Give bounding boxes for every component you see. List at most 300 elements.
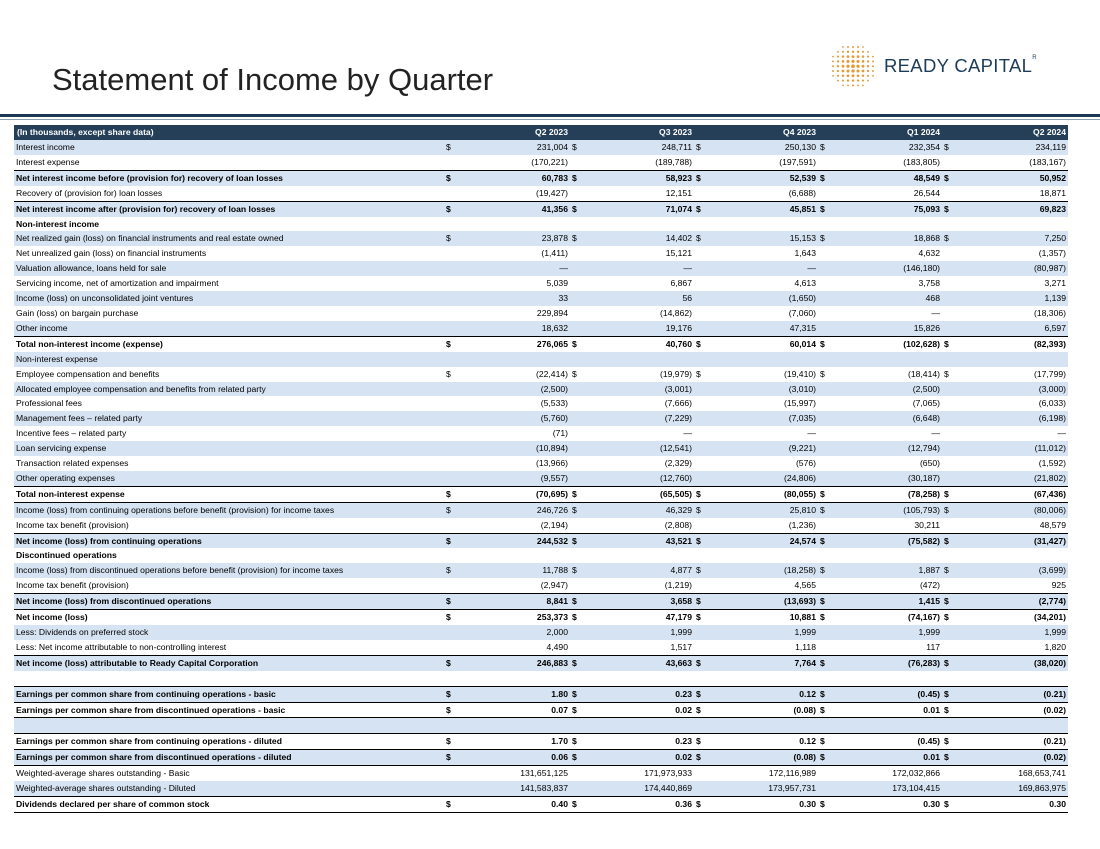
currency-symbol <box>942 155 956 170</box>
cell-value: (74,167) <box>832 610 942 625</box>
currency-symbol <box>818 471 832 486</box>
row-label: Gain (loss) on bargain purchase <box>16 307 139 318</box>
row-label: Professional fees <box>16 398 82 409</box>
cell-value <box>956 718 1068 734</box>
currency-symbol: $ <box>570 170 584 185</box>
logo-dot <box>842 46 844 48</box>
table-row <box>14 155 1068 170</box>
currency-symbol <box>444 640 458 655</box>
cell-value: (82,393) <box>956 336 1068 351</box>
cell-value: 6,867 <box>670 278 692 289</box>
currency-symbol <box>694 518 708 533</box>
currency-symbol <box>570 578 584 593</box>
currency-symbol <box>570 548 584 563</box>
currency-symbol <box>444 718 458 734</box>
cell-value: (13,966) <box>535 458 568 469</box>
currency-symbol <box>444 411 458 426</box>
currency-symbol: $ <box>570 750 584 766</box>
logo-dot <box>837 51 839 53</box>
currency-symbol <box>818 441 832 456</box>
cell-value: (3,010) <box>708 382 818 397</box>
table-row <box>14 671 1068 686</box>
currency-symbol <box>694 471 708 486</box>
currency-symbol <box>694 306 708 321</box>
currency-symbol <box>942 246 956 261</box>
cell-value: (24,806) <box>708 471 818 486</box>
table-row <box>14 456 1068 471</box>
currency-symbol <box>570 291 584 306</box>
currency-symbol: $ <box>570 502 584 517</box>
currency-symbol: $ <box>942 594 956 610</box>
logo-dot <box>851 69 854 72</box>
cell-value: 23,878 <box>458 231 570 246</box>
currency-symbol <box>570 155 584 170</box>
currency-symbol <box>570 781 584 796</box>
currency-symbol <box>694 382 708 397</box>
row-label: Interest expense <box>16 156 80 167</box>
currency-symbol <box>694 396 708 411</box>
logo-dot <box>847 74 850 77</box>
cell-value: (105,793) <box>832 502 942 517</box>
cell-value: 171,973,933 <box>584 766 694 781</box>
cell-value: 26,544 <box>913 187 940 198</box>
cell-value <box>458 217 570 232</box>
cell-value: 232,354 <box>832 140 942 155</box>
cell-value: 15,121 <box>665 248 692 259</box>
row-label: Other operating expenses <box>14 471 444 486</box>
cell-value: 8,841 <box>458 594 570 610</box>
cell-value: 52,539 <box>708 170 818 185</box>
cell-value: 0.12 <box>708 734 818 750</box>
currency-symbol <box>570 456 584 471</box>
currency-symbol <box>942 548 956 563</box>
cell-value: 71,074 <box>584 201 694 216</box>
currency-symbol <box>818 155 832 170</box>
logo-dot <box>872 65 874 67</box>
currency-symbol: $ <box>942 750 956 766</box>
logo-dot <box>847 51 849 53</box>
cell-value: 7,250 <box>956 231 1068 246</box>
row-label: Income (loss) from continuing operations before benefit (provision) for income taxes <box>14 502 444 517</box>
cell-value: (650) <box>919 458 940 469</box>
cell-value: (19,979) <box>659 368 692 379</box>
cell-value: 173,104,415 <box>832 781 942 796</box>
logo-dot <box>867 80 869 82</box>
cell-value: (21,802) <box>956 471 1068 486</box>
logo-dot <box>842 60 845 63</box>
currency-symbol: $ <box>444 563 458 578</box>
cell-value: — <box>807 428 816 439</box>
currency-symbol: $ <box>694 702 708 718</box>
cell-value: 47,315 <box>708 321 818 336</box>
cell-value: (1,236) <box>788 519 816 530</box>
currency-symbol <box>942 471 956 486</box>
cell-value: (197,591) <box>779 156 816 167</box>
currency-symbol <box>694 246 708 261</box>
currency-symbol: $ <box>942 336 956 351</box>
cell-value: 248,711 <box>584 140 694 155</box>
row-label: Incentive fees – related party <box>16 428 127 439</box>
currency-symbol: $ <box>818 750 832 766</box>
currency-symbol: $ <box>942 610 956 625</box>
cell-value: 1,999 <box>956 625 1068 640</box>
currency-symbol <box>694 766 708 781</box>
cell-value: (2,329) <box>664 458 692 469</box>
currency-symbol: $ <box>818 796 832 812</box>
dot-grid-logo-icon <box>830 44 876 88</box>
currency-symbol <box>942 321 956 336</box>
logo-dot <box>857 84 859 86</box>
cell-value: 1,139 <box>956 291 1068 306</box>
currency-symbol: $ <box>444 750 458 766</box>
cell-value: 0.02 <box>584 750 694 766</box>
currency-symbol: $ <box>570 486 584 502</box>
currency-symbol <box>942 382 956 397</box>
cell-value: (11,012) <box>956 441 1068 456</box>
currency-symbol: $ <box>444 610 458 625</box>
cell-value: (18,414) <box>907 368 940 379</box>
cell-value <box>708 548 818 563</box>
cell-value: (0.21) <box>956 686 1068 702</box>
cell-value: (0.21) <box>956 734 1068 750</box>
cell-value: 231,004 <box>458 140 570 155</box>
cell-value: (576) <box>795 458 816 469</box>
currency-symbol <box>570 217 584 232</box>
currency-symbol <box>444 155 458 170</box>
cell-value: (19,427) <box>535 187 568 198</box>
cell-value: 1,999 <box>584 625 694 640</box>
currency-symbol <box>818 396 832 411</box>
cell-value: 0.12 <box>708 686 818 702</box>
logo-dot <box>872 75 874 77</box>
cell-value: (76,283) <box>832 655 942 670</box>
cell-value: 56 <box>584 291 694 306</box>
cell-value <box>832 548 942 563</box>
currency-symbol: $ <box>694 594 708 610</box>
currency-symbol <box>444 396 458 411</box>
cell-value: 25,810 <box>708 502 818 517</box>
cell-value: 48,549 <box>832 170 942 185</box>
currency-symbol <box>444 382 458 397</box>
currency-symbol <box>444 625 458 640</box>
cell-value: 1,118 <box>795 641 816 652</box>
currency-symbol <box>942 291 956 306</box>
currency-symbol <box>818 426 832 441</box>
logo-dot <box>847 55 850 58</box>
currency-symbol <box>444 781 458 796</box>
currency-symbol: $ <box>942 201 956 216</box>
cell-value: 5,039 <box>546 278 568 289</box>
cell-value: 0.23 <box>584 734 694 750</box>
cell-value: (5,760) <box>458 411 570 426</box>
cell-value <box>584 671 694 686</box>
currency-symbol: $ <box>570 796 584 812</box>
row-label: Earnings per common share from discontinued operations - basic <box>14 702 444 718</box>
currency-symbol <box>818 625 832 640</box>
table-row <box>14 502 1068 517</box>
table-row <box>14 625 1068 640</box>
table-row <box>14 140 1068 155</box>
currency-symbol: $ <box>444 702 458 718</box>
currency-symbol: $ <box>942 796 956 812</box>
currency-symbol <box>444 426 458 441</box>
currency-symbol <box>818 246 832 261</box>
cell-value: (34,201) <box>956 610 1068 625</box>
cell-value: 0.01 <box>832 750 942 766</box>
row-label <box>14 718 444 734</box>
cell-value: (0.08) <box>708 702 818 718</box>
currency-symbol <box>942 781 956 796</box>
table-row <box>14 594 1068 610</box>
cell-value: 14,402 <box>584 231 694 246</box>
cell-value: (170,221) <box>531 156 568 167</box>
table-row <box>14 382 1068 397</box>
currency-symbol <box>818 411 832 426</box>
currency-symbol: $ <box>694 734 708 750</box>
cell-value: 2,000 <box>458 625 570 640</box>
cell-value: (18,258) <box>708 563 818 578</box>
row-label: Total non-interest expense <box>14 486 444 502</box>
cell-value: 50,952 <box>956 170 1068 185</box>
cell-value: (17,799) <box>1033 368 1066 379</box>
row-label: Earnings per common share from continuing operations - basic <box>14 686 444 702</box>
row-label: Total non-interest income (expense) <box>14 336 444 351</box>
currency-symbol <box>942 426 956 441</box>
currency-symbol: $ <box>942 563 956 578</box>
cell-value: (78,258) <box>832 486 942 502</box>
logo-dot <box>837 56 839 58</box>
table-row <box>14 471 1068 486</box>
table-row <box>14 766 1068 781</box>
currency-symbol <box>942 671 956 686</box>
currency-symbol: $ <box>696 368 701 379</box>
currency-symbol <box>694 718 708 734</box>
currency-symbol <box>694 217 708 232</box>
cell-value: (0.02) <box>956 702 1068 718</box>
row-label: Income tax benefit (provision) <box>16 580 129 591</box>
logo-text: READY $CAPITAL^R$ <box>884 55 1037 76</box>
cell-value: 234,119 <box>956 140 1068 155</box>
cell-value: 172,032,866 <box>832 766 942 781</box>
logo-dot <box>832 56 834 58</box>
cell-value: 40,760 <box>584 336 694 351</box>
currency-symbol <box>444 352 458 367</box>
cell-value: (2,194) <box>540 519 568 530</box>
logo-dot <box>837 75 839 77</box>
cell-value: 0.01 <box>832 702 942 718</box>
logo-dot <box>852 74 855 77</box>
currency-symbol: $ <box>694 533 708 548</box>
currency-symbol <box>942 186 956 201</box>
cell-value: (9,221) <box>708 441 818 456</box>
logo-dot <box>862 46 864 48</box>
currency-symbol <box>942 456 956 471</box>
logo-dot <box>857 79 859 81</box>
currency-symbol <box>818 321 832 336</box>
currency-symbol: $ <box>694 140 708 155</box>
currency-symbol: $ <box>818 610 832 625</box>
currency-symbol: $ <box>942 170 956 185</box>
currency-symbol: $ <box>818 336 832 351</box>
cell-value: 47,179 <box>584 610 694 625</box>
currency-symbol: $ <box>818 486 832 502</box>
currency-symbol <box>444 766 458 781</box>
row-label: Income (loss) on unconsolidated joint ventures <box>14 291 444 306</box>
currency-symbol <box>942 217 956 232</box>
cell-value: 246,726 <box>458 502 570 517</box>
cell-value: (12,794) <box>832 441 942 456</box>
currency-symbol <box>444 276 458 291</box>
currency-symbol <box>942 276 956 291</box>
logo-dot <box>857 51 859 53</box>
table-row <box>14 718 1068 734</box>
table-row <box>14 170 1068 185</box>
row-label: Net interest income after (provision for) recovery of loan losses <box>14 201 444 216</box>
table-row <box>14 441 1068 456</box>
currency-symbol: $ <box>444 734 458 750</box>
cell-value: (3,699) <box>956 563 1068 578</box>
currency-symbol <box>694 321 708 336</box>
cell-value: (3,001) <box>584 382 694 397</box>
cell-value: 48,579 <box>1039 519 1066 530</box>
currency-symbol <box>444 217 458 232</box>
currency-symbol: $ <box>570 140 584 155</box>
currency-symbol <box>818 306 832 321</box>
currency-symbol: $ <box>942 533 956 548</box>
logo-dot <box>852 55 855 58</box>
currency-symbol <box>694 352 708 367</box>
currency-symbol: $ <box>570 336 584 351</box>
cell-value <box>584 217 694 232</box>
cell-value: 0.06 <box>458 750 570 766</box>
currency-symbol <box>818 217 832 232</box>
row-label: Valuation allowance, loans held for sale <box>14 261 444 276</box>
currency-symbol <box>444 518 458 533</box>
cell-value: 10,881 <box>708 610 818 625</box>
currency-symbol <box>942 261 956 276</box>
cell-value: 141,583,837 <box>458 781 570 796</box>
currency-symbol <box>444 186 458 201</box>
cell-value: 172,116,989 <box>708 766 818 781</box>
logo-dot <box>867 70 869 72</box>
currency-symbol: $ <box>444 231 458 246</box>
cell-value: (19,410) <box>783 368 816 379</box>
logo-dot <box>862 70 865 73</box>
cell-value: (0.45) <box>832 734 942 750</box>
currency-symbol: $ <box>942 231 956 246</box>
logo-dot <box>857 74 860 77</box>
table-row <box>14 578 1068 593</box>
table-row <box>14 781 1068 796</box>
registered-mark: R <box>1032 55 1037 61</box>
currency-symbol: $ <box>942 502 956 517</box>
cell-value: — <box>931 307 940 318</box>
cell-value: (6,198) <box>956 411 1068 426</box>
cell-value: 15,153 <box>708 231 818 246</box>
cell-value: 1,415 <box>832 594 942 610</box>
table-row <box>14 186 1068 201</box>
cell-value: 12,151 <box>665 187 692 198</box>
table-row <box>14 686 1068 702</box>
currency-symbol <box>570 671 584 686</box>
cell-value: 6,597 <box>956 321 1068 336</box>
cell-value: 0.40 <box>458 796 570 812</box>
cell-value: 60,014 <box>708 336 818 351</box>
cell-value <box>458 548 570 563</box>
cell-value: (472) <box>919 580 940 591</box>
currency-symbol: $ <box>942 655 956 670</box>
table-row <box>14 276 1068 291</box>
table-row <box>14 396 1068 411</box>
table-row <box>14 261 1068 276</box>
logo-dot <box>862 51 864 53</box>
cell-value: 276,065 <box>458 336 570 351</box>
cell-value <box>458 352 570 367</box>
cell-value: 45,851 <box>708 201 818 216</box>
cell-value <box>832 217 942 232</box>
cell-value: (71) <box>552 428 568 439</box>
currency-symbol <box>444 456 458 471</box>
table-row <box>14 750 1068 766</box>
table-row <box>14 563 1068 578</box>
table-row <box>14 321 1068 336</box>
cell-value: 18,868 <box>832 231 942 246</box>
cell-value: (102,628) <box>832 336 942 351</box>
cell-value: (7,065) <box>912 398 940 409</box>
cell-value: (2,500) <box>832 382 942 397</box>
currency-symbol <box>570 186 584 201</box>
cell-value: (1,219) <box>664 580 692 591</box>
cell-value: 4,565 <box>794 580 816 591</box>
cell-value: 24,574 <box>708 533 818 548</box>
cell-value: 229,894 <box>536 307 568 318</box>
logo-dot <box>867 56 869 58</box>
cell-value: 15,826 <box>832 321 942 336</box>
cell-value: 4,877 <box>584 563 694 578</box>
logo-dot <box>832 75 834 77</box>
logo-dot <box>842 51 844 53</box>
currency-symbol <box>942 518 956 533</box>
table-header-row <box>14 125 1068 140</box>
currency-symbol <box>818 578 832 593</box>
cell-value: 60,783 <box>458 170 570 185</box>
column-header: Q3 2023 <box>584 125 694 140</box>
currency-symbol: $ <box>818 533 832 548</box>
page-title: Statement of Income by Quarter <box>52 62 494 97</box>
currency-symbol: $ <box>694 502 708 517</box>
currency-symbol: $ <box>942 140 956 155</box>
logo-dot <box>846 60 849 63</box>
cell-value: (1,650) <box>708 291 818 306</box>
currency-symbol: $ <box>444 336 458 351</box>
logo-dot <box>842 75 844 77</box>
cell-value: 131,651,125 <box>458 766 570 781</box>
cell-value: 18,632 <box>458 321 570 336</box>
cell-value: (183,167) <box>1029 156 1066 167</box>
cell-value: — <box>1057 428 1066 439</box>
currency-symbol <box>694 456 708 471</box>
row-label: Non-interest expense <box>14 352 444 367</box>
cell-value: — <box>584 261 694 276</box>
currency-symbol <box>818 382 832 397</box>
cell-value: 173,957,731 <box>708 781 818 796</box>
logo-dot <box>852 79 854 81</box>
cell-value: 69,823 <box>956 201 1068 216</box>
currency-symbol: $ <box>694 336 708 351</box>
row-label: Discontinued operations <box>16 550 117 561</box>
cell-value: 11,788 <box>458 563 570 578</box>
currency-symbol: $ <box>570 594 584 610</box>
